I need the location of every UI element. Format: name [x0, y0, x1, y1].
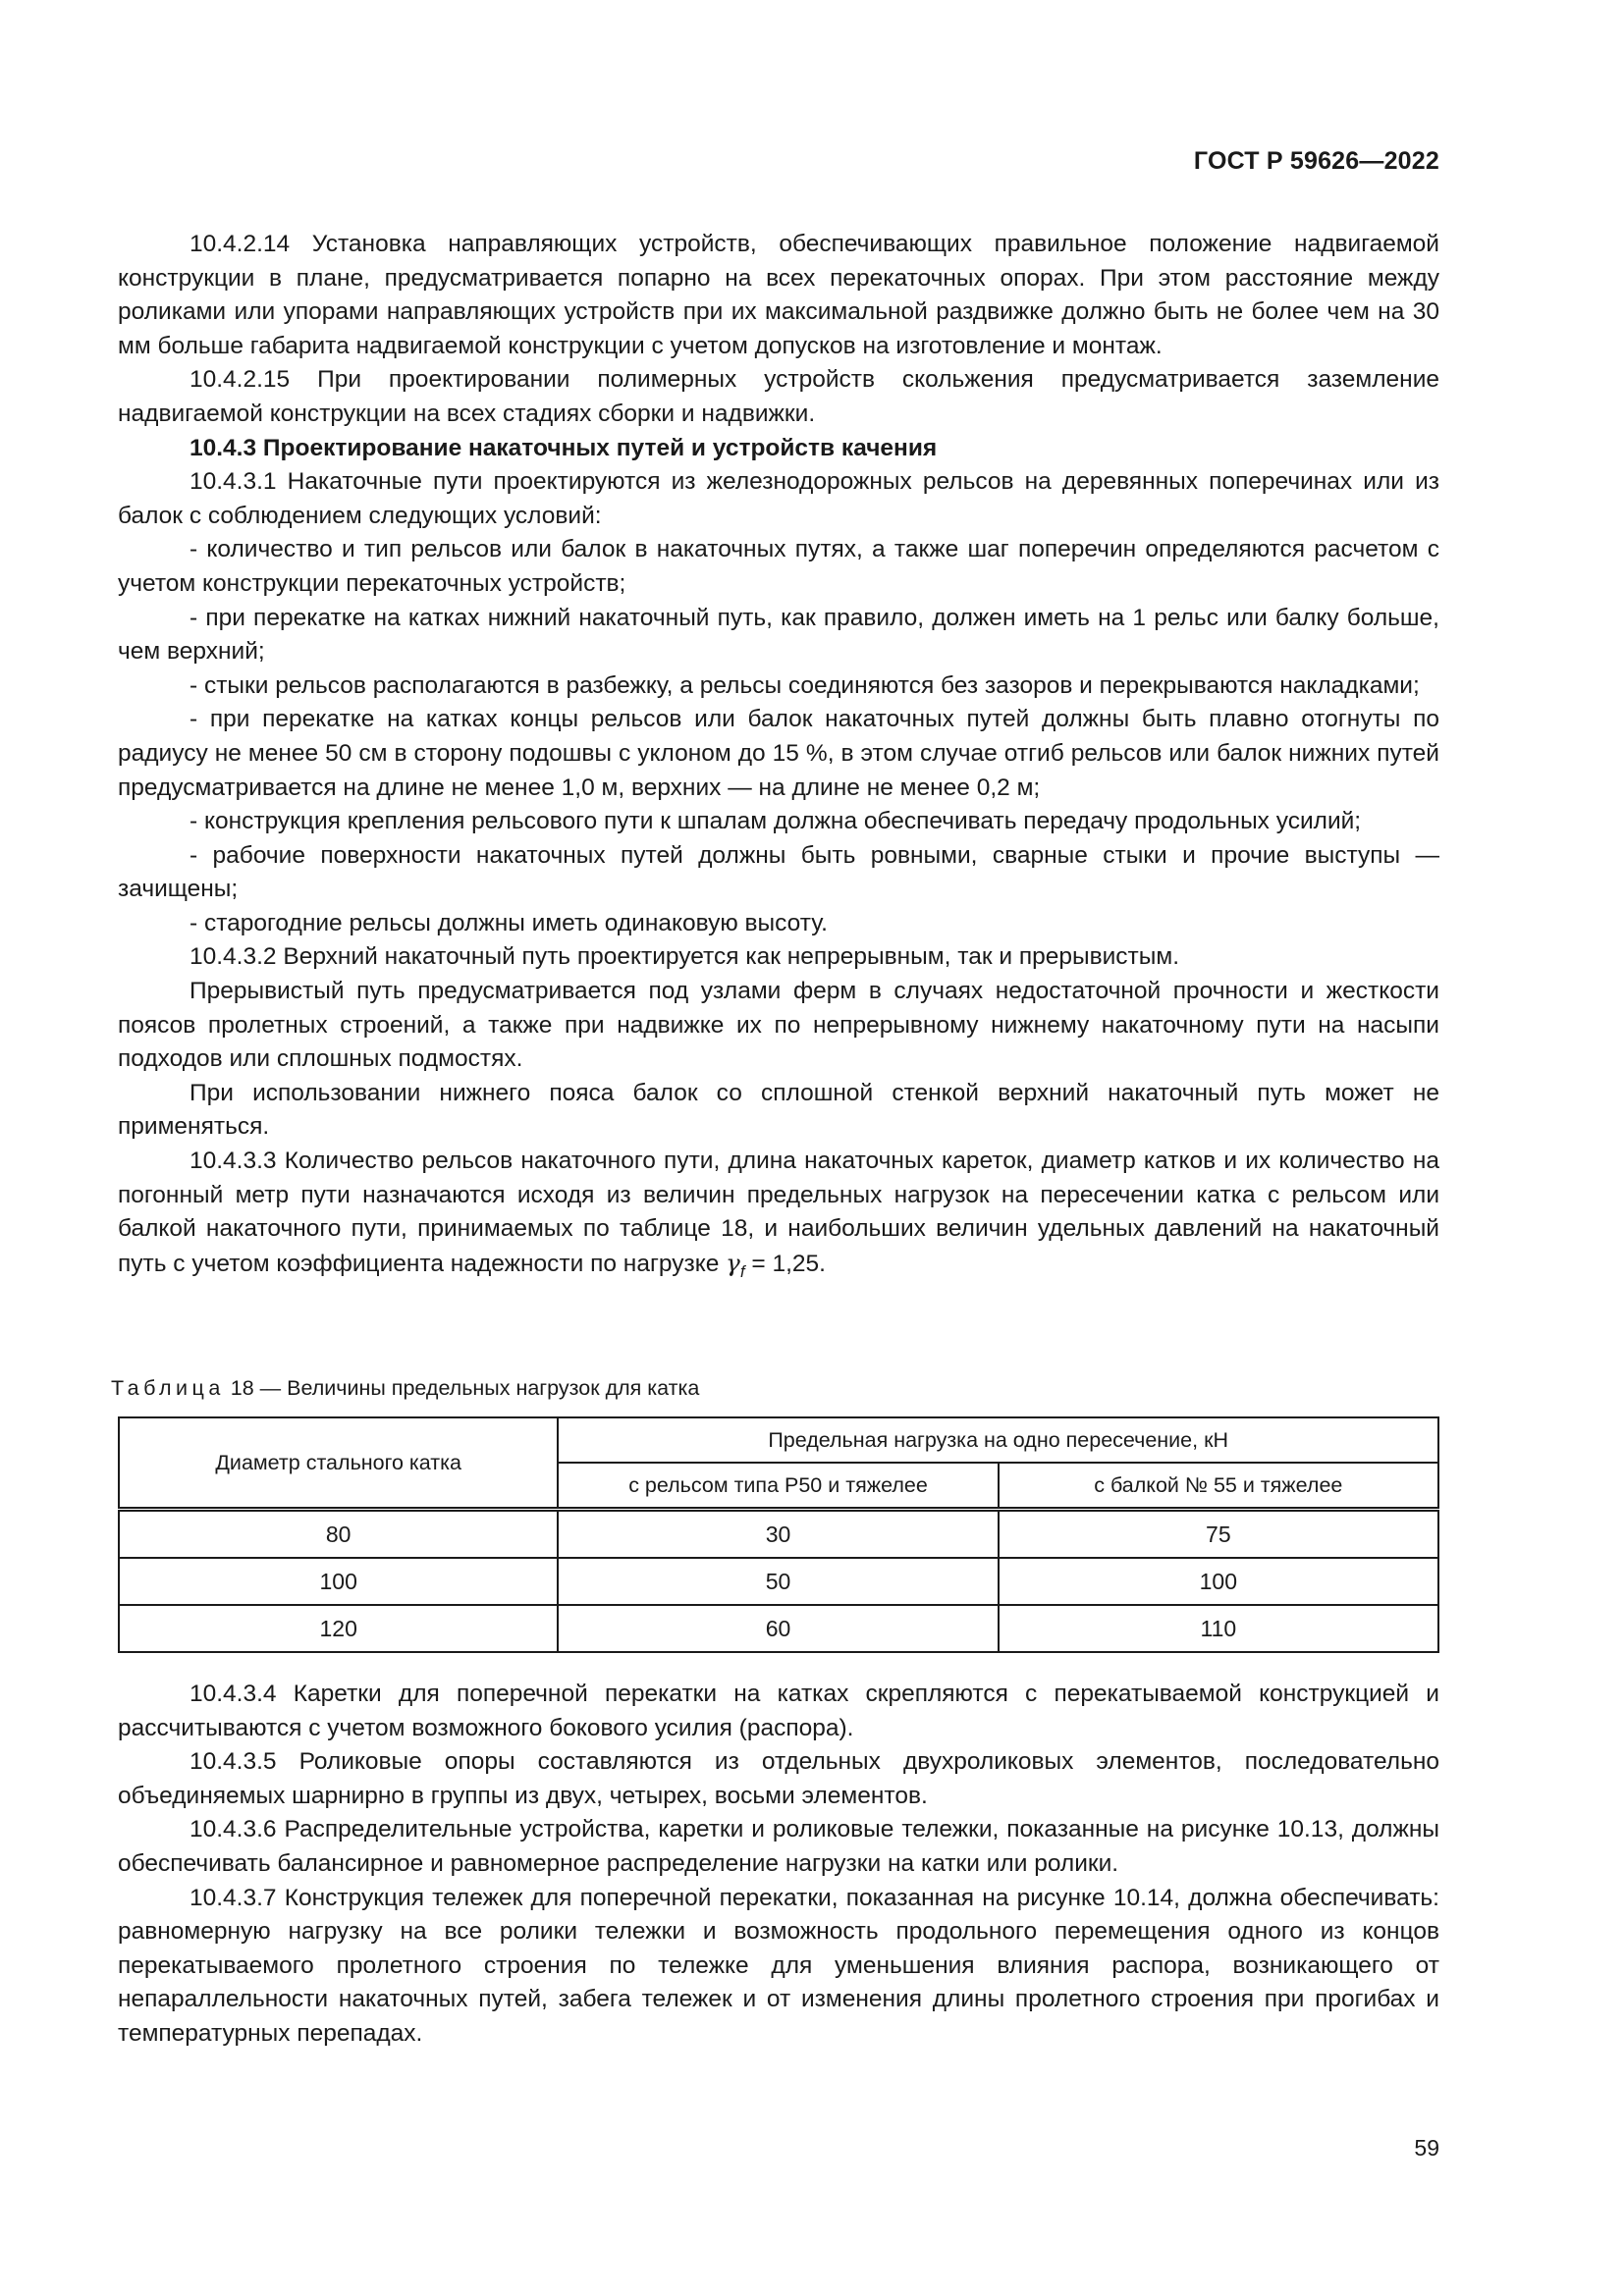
table-row — [119, 1605, 1438, 1652]
table-cell: 60 — [558, 1605, 998, 1652]
group-header-limit-load: Предельная нагрузка на одно пересечение, кН — [558, 1417, 1438, 1463]
list-item-rail-ends: - при перекатке на катках концы рельсов или балок накаточных путей должны быть плавно отогнуты по радиусу не менее 50 см в сторону подошвы с уклоном до 15 %, в этом случае отгиб рельсов или балок нижних путей предусматривается на длине не менее 1,0 м, верхних — на длине не менее 0,2 м; — [118, 706, 1439, 801]
paragraph-10-4-3-7: 10.4.3.7 Конструкция тележек для поперечной перекатки, показанная на рисунке 10.14, должна обеспечивать: равномерную нагрузку на все ролики тележки и возможность продольного перемещения одного из концов перекатываемого пролетного строения по тележке для уменьшения влияния распора, возникающего от непараллельности накаточных путей, забега тележек и от изменения длины пролетного строения при прогибах и температурных перепадах. — [118, 1884, 1439, 2047]
paragraph-10-4-3-6: 10.4.3.6 Распределительные устройства, каретки и роликовые тележки, показанные на рисунке 10.13, должны обеспечивать балансирное и равномерное распределение нагрузки на катки или ролики. — [118, 1816, 1439, 1877]
col-header-diameter: Диаметр стального катка — [119, 1417, 558, 1510]
main-text-block — [118, 228, 1439, 1289]
table-cell: 120 — [119, 1605, 558, 1652]
section-heading-10-4-3: 10.4.3 Проектирование накаточных путей и устройств качения — [189, 434, 938, 461]
table-18 — [118, 1416, 1439, 1653]
post-table-text-block — [118, 1678, 1439, 2052]
paragraph-10-4-3-3 — [118, 1145, 1439, 1289]
paragraph-10-4-2-14: 10.4.2.14 Установка направляющих устройств, обеспечивающих правильное положение надвигаемой конструкции в плане, предусматривается попарно на всех перекаточных опорах. При этом расстояние между роликами или упорами направляющих устройств при их максимальной раздвижке должно быть не более чем на 30 мм больше габарита надвигаемой конструкции с учетом допусков на изготовление и монтаж. — [118, 231, 1439, 359]
table-cell: 100 — [999, 1558, 1438, 1605]
list-item-lower-track: - при перекатке на катках нижний накаточный путь, как правило, должен иметь на 1 рельс или балку больше, чем верхний; — [118, 604, 1439, 666]
table-caption-text: 18 — Величины предельных нагрузок для катка — [230, 1376, 700, 1400]
paragraph-intermittent-track: Прерывистый путь предусматривается под узлами ферм в случаях недостаточной прочности и жесткости поясов пролетных строений, а также при надвижке их по непрерывному нижнему накаточному пути на насыпи подходов или сплошных подмостях. — [118, 978, 1439, 1073]
list-item-rails-count: - количество и тип рельсов или балок в накаточных путях, а также шаг поперечин определяются расчетом с учетом конструкции перекаточных устройств; — [118, 536, 1439, 597]
page-number: 59 — [1414, 2135, 1439, 2161]
document-code-header: ГОСТ Р 59626—2022 — [1193, 147, 1439, 175]
col-header-rail: с рельсом типа Р50 и тяжелее — [558, 1463, 998, 1510]
list-item-rail-joints: - стыки рельсов располагаются в разбежку, а рельсы соединяются без зазоров и перекрываются накладками; — [189, 671, 1420, 699]
gamma-symbol: $\gamma_f$ — [726, 1248, 745, 1281]
table-cell: 30 — [558, 1510, 998, 1559]
table-row — [119, 1510, 1438, 1559]
table-cell: 50 — [558, 1558, 998, 1605]
paragraph-10-4-3-3-text: 10.4.3.3 Количество рельсов накаточного пути, длина накаточных кареток, диаметр катков и их количество на погонный метр пути назначаются исходя из величин предельных нагрузок на пересечении катка с рельсом или балкой накаточного пути, принимаемых по таблице 18, и наибольших величин удельных давлений на накаточный путь с учетом коэффициента надежности по нагрузке — [118, 1148, 1439, 1277]
table-caption-label: Таблица — [111, 1376, 225, 1400]
paragraph-10-4-3-2: 10.4.3.2 Верхний накаточный путь проектируется как непрерывным, так и прерывистым. — [189, 943, 1180, 971]
table-cell: 100 — [119, 1558, 558, 1605]
table-cell: 80 — [119, 1510, 558, 1559]
table-cell: 75 — [999, 1510, 1438, 1559]
paragraph-10-4-2-15: 10.4.2.15 При проектировании полимерных устройств скольжения предусматривается заземление надвигаемой конструкции на всех стадиях сборки и надвижки. — [118, 366, 1439, 427]
table-caption — [111, 1376, 699, 1401]
paragraph-10-4-3-3-tail: = 1,25. — [751, 1250, 826, 1277]
table-row — [119, 1558, 1438, 1605]
paragraph-lower-chord: При использовании нижнего пояса балок со сплошной стенкой верхний накаточный путь может не применяться. — [118, 1079, 1439, 1141]
list-item-rail-fastening: - конструкция крепления рельсового пути к шпалам должна обеспечивать передачу продольных усилий; — [189, 808, 1362, 835]
paragraph-10-4-3-1: 10.4.3.1 Накаточные пути проектируются из железнодорожных рельсов на деревянных поперечинах или из балок с соблюдением следующих условий: — [118, 468, 1439, 529]
paragraph-10-4-3-5: 10.4.3.5 Роликовые опоры составляются из отдельных двухроликовых элементов, последовательно объединяемых шарнирно в группы из двух, четырех, восьми элементов. — [118, 1748, 1439, 1809]
table-header-row — [119, 1417, 1438, 1463]
list-item-old-rails: - старогодние рельсы должны иметь одинаковую высоту. — [189, 909, 828, 936]
col-header-beam: с балкой № 55 и тяжелее — [999, 1463, 1438, 1510]
paragraph-10-4-3-4: 10.4.3.4 Каретки для поперечной перекатки на катках скрепляются с перекатываемой конструкцией и рассчитываются с учетом возможного бокового усилия (распора). — [118, 1681, 1439, 1741]
list-item-working-surfaces: - рабочие поверхности накаточных путей должны быть ровными, сварные стыки и прочие выступы — зачищены; — [118, 841, 1439, 903]
table-cell: 110 — [999, 1605, 1438, 1652]
